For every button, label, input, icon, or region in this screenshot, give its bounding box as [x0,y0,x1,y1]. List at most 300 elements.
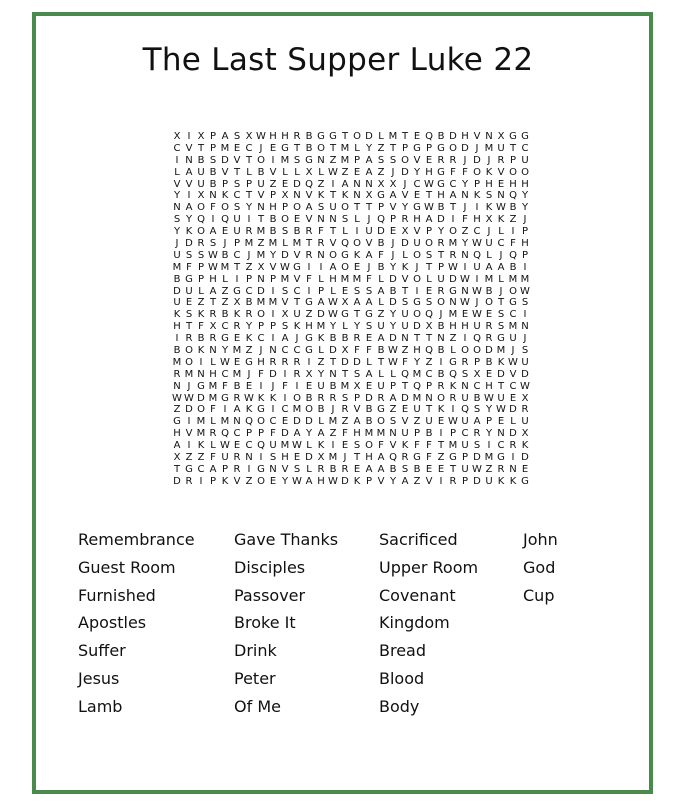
grid-letter: O [257,154,265,166]
grid-letter: H [485,178,493,190]
grid-letter: C [281,404,289,416]
grid-letter: G [233,285,241,297]
grid-letter: J [343,452,347,464]
grid-letter: N [245,452,253,464]
grid-letter: X [317,452,325,464]
grid-letter: B [245,297,253,309]
grid-letter: J [259,345,263,357]
grid-letter: X [365,190,373,202]
grid-letter: D [281,428,289,440]
grid-letter: L [222,273,228,285]
grid-letter: O [257,416,265,428]
grid-letter: W [280,261,290,273]
grid-letter: M [244,238,254,250]
grid-letter: M [220,261,230,273]
grid-letter: D [185,404,193,416]
grid-letter: R [485,333,493,345]
grid-letter: T [497,380,505,392]
grid-letter: C [233,428,241,440]
grid-letter: V [413,154,421,166]
grid-letter: I [211,214,215,226]
grid-letter: M [292,238,302,250]
grid-letter: N [269,463,277,475]
grid-letter: Y [485,428,493,440]
grid-letter: B [509,261,517,273]
grid-letter: E [269,142,277,154]
grid-letter: X [341,297,349,309]
grid-letter: Y [353,321,361,333]
grid-letter: P [401,142,409,154]
grid-letter: U [257,178,265,190]
grid-letter: U [461,392,469,404]
grid-letter: M [340,154,350,166]
grid-letter: K [221,475,229,487]
grid-letter: P [473,178,481,190]
grid-letter: H [209,368,217,380]
grid-letter: K [257,392,265,404]
grid-letter: E [353,463,361,475]
grid-letter: T [353,452,361,464]
grid-letter: D [449,273,457,285]
grid-letter: W [244,392,254,404]
grid-letter: R [269,356,277,368]
grid-letter: Z [329,428,337,440]
word-list-item: John [523,530,558,549]
grid-letter: K [341,190,349,202]
grid-letter: U [329,202,337,214]
grid-letter: F [210,452,216,464]
grid-letter: K [497,214,505,226]
word-list-item: Blood [379,668,425,688]
grid-letter: B [173,345,181,357]
grid-letter: Q [509,249,517,261]
grid-letter: U [461,416,469,428]
grid-letter: N [425,392,433,404]
grid-letter: Q [257,440,265,452]
grid-letter: R [293,131,301,142]
grid-letter: K [197,440,205,452]
grid-letter: R [173,368,181,380]
word-list-item: Body [379,696,420,716]
grid-letter: H [353,428,361,440]
grid-letter: O [485,297,493,309]
grid-letter: K [245,333,253,345]
grid-letter: N [185,154,193,166]
grid-letter: P [425,226,433,238]
grid-letter: U [173,297,181,309]
grid-letter: C [173,142,181,154]
grid-letter: B [437,321,445,333]
grid-letter: S [473,404,481,416]
grid-letter: Z [269,178,277,190]
grid-letter: X [401,226,409,238]
grid-letter: O [509,285,517,297]
grid-letter: W [208,261,218,273]
grid-letter: M [376,428,386,440]
grid-letter: P [269,273,277,285]
grid-letter: O [425,238,433,250]
grid-letter: A [305,202,313,214]
grid-letter: S [281,321,289,333]
grid-letter: Q [425,345,433,357]
grid-letter: E [353,261,361,273]
word-list-item: Cup [523,585,555,605]
grid-letter: S [293,463,301,475]
grid-letter: O [341,202,349,214]
grid-letter: G [437,142,445,154]
grid-letter: C [293,345,301,357]
grid-letter: D [221,154,229,166]
grid-letter: S [365,285,373,297]
grid-row [171,131,531,143]
grid-letter: T [425,261,433,273]
grid-letter: R [341,404,349,416]
grid-letter: T [233,261,241,273]
grid-letter: X [209,321,217,333]
grid-letter: U [293,309,301,321]
word-column [234,530,338,725]
grid-letter: V [401,190,409,202]
grid-letter: D [485,345,493,357]
grid-letter: N [485,131,493,142]
grid-letter: S [233,178,241,190]
grid-letter: S [353,368,361,380]
grid-letter: Y [269,249,277,261]
grid-letter: H [281,452,289,464]
grid-letter: C [257,333,265,345]
grid-letter: M [352,273,362,285]
grid-letter: T [257,214,265,226]
word-list-item: Of Me [234,696,281,716]
grid-letter: R [245,226,253,238]
grid-letter: V [401,273,409,285]
grid-letter: E [269,475,277,487]
grid-letter: F [378,440,384,452]
grid-letter: I [523,261,527,273]
grid-letter: M [448,309,458,321]
grid-letter: P [197,261,205,273]
grid-letter: I [475,273,479,285]
grid-letter: U [425,416,433,428]
grid-letter: R [185,475,193,487]
grid-letter: I [199,475,203,487]
grid-letter: T [437,440,445,452]
grid-letter: K [197,345,205,357]
grid-letter: F [426,440,432,452]
grid-letter: S [269,452,277,464]
grid-letter: U [197,178,205,190]
grid-letter: I [439,428,443,440]
grid-letter: A [209,285,217,297]
grid-letter: V [185,428,193,440]
grid-letter: J [403,178,407,190]
grid-letter: T [341,131,349,142]
grid-letter: Y [521,190,529,202]
grid-letter: D [377,226,385,238]
grid-letter: T [401,131,409,142]
grid-letter: C [269,416,277,428]
grid-letter: S [389,416,397,428]
grid-letter: K [317,190,325,202]
grid-letter: I [439,356,443,368]
grid-letter: P [257,428,265,440]
grid-letter: I [271,154,275,166]
grid-letter: U [521,416,529,428]
grid-letter: I [307,356,311,368]
grid-letter: L [210,440,216,452]
grid-letter: I [223,404,227,416]
grid-letter: O [185,345,193,357]
grid-letter: N [209,345,217,357]
grid-letter: N [269,345,277,357]
grid-letter: O [197,226,205,238]
grid-letter: O [257,309,265,321]
grid-letter: R [209,333,217,345]
grid-letter: W [496,404,506,416]
grid-letter: Q [197,214,205,226]
grid-letter: K [401,261,409,273]
grid-letter: O [413,273,421,285]
grid-letter: G [413,297,421,309]
word-list-item: Covenant [379,585,456,605]
grid-letter: R [209,428,217,440]
grid-row [171,309,531,321]
grid-letter: O [281,214,289,226]
grid-letter: D [365,392,373,404]
grid-letter: D [437,214,445,226]
grid-letter: P [425,380,433,392]
grid-letter: K [245,404,253,416]
grid-letter: S [197,249,205,261]
grid-letter: N [209,190,217,202]
grid-letter: F [462,214,468,226]
grid-letter: E [341,285,349,297]
grid-letter: O [329,249,337,261]
grid-letter: C [245,440,253,452]
grid-letter: L [378,368,384,380]
grid-letter: K [449,380,457,392]
grid-row [171,416,531,428]
grid-letter: V [365,238,373,250]
grid-letter: B [413,463,421,475]
grid-letter: B [305,142,313,154]
word-column [78,530,195,725]
grid-letter: G [497,333,505,345]
grid-letter: I [247,214,251,226]
grid-row [171,286,531,298]
grid-letter: X [353,380,361,392]
grid-letter: X [305,166,313,178]
grid-letter: W [448,261,458,273]
grid-letter: P [353,154,361,166]
grid-letter: J [187,380,191,392]
grid-letter: M [280,273,290,285]
grid-letter: C [425,368,433,380]
grid-letter: J [463,202,467,214]
grid-letter: Z [509,214,517,226]
grid-letter: T [497,297,505,309]
grid-letter: S [365,321,373,333]
grid-letter: X [305,368,313,380]
grid-row [171,321,531,333]
grid-letter: W [388,356,398,368]
grid-letter: L [294,166,300,178]
grid-letter: Z [197,452,205,464]
grid-letter: X [377,178,385,190]
grid-letter: B [269,214,277,226]
word-list-item: Peter [234,668,276,688]
grid-letter: M [484,452,494,464]
grid-letter: I [451,404,455,416]
grid-letter: O [437,392,445,404]
grid-letter: I [475,202,479,214]
grid-letter: N [257,273,265,285]
grid-letter: Y [389,309,397,321]
grid-letter: L [354,214,360,226]
grid-letter: N [317,249,325,261]
grid-row [171,464,531,476]
grid-letter: Z [317,356,325,368]
grid-letter: D [461,142,469,154]
grid-letter: B [257,166,265,178]
grid-letter: W [520,380,530,392]
grid-letter: Q [245,416,253,428]
grid-letter: Z [377,166,385,178]
word-list-item: Passover [234,585,306,605]
grid-letter: M [448,440,458,452]
grid-row [171,428,531,440]
grid-letter: A [497,261,505,273]
grid-letter: D [473,154,481,166]
grid-letter: L [306,463,312,475]
grid-letter: W [508,356,518,368]
grid-letter: O [221,202,229,214]
letter-grid [171,131,531,488]
grid-letter: E [293,452,301,464]
grid-letter: E [365,333,373,345]
grid-letter: M [172,261,182,273]
grid-letter: C [245,142,253,154]
grid-letter: M [196,416,206,428]
grid-letter: Z [341,416,349,428]
grid-letter: M [208,392,218,404]
grid-letter: L [306,440,312,452]
grid-letter: Z [437,452,445,464]
grid-letter: H [269,202,277,214]
grid-letter: T [425,190,433,202]
grid-letter: E [233,333,241,345]
grid-letter: I [187,416,191,428]
grid-letter: R [401,452,409,464]
grid-letter: H [305,321,313,333]
grid-letter: E [221,226,229,238]
grid-letter: R [377,392,385,404]
grid-letter: W [256,131,266,142]
grid-letter: J [391,249,395,261]
word-list-item: Jesus [78,668,120,688]
grid-letter: Q [413,380,421,392]
grid-letter: E [365,380,373,392]
grid-letter: I [175,333,179,345]
word-column [523,530,558,613]
grid-letter: P [269,321,277,333]
grid-letter: F [414,440,420,452]
grid-letter: N [497,190,505,202]
grid-letter: B [197,333,205,345]
grid-letter: D [389,273,397,285]
grid-letter: B [377,261,385,273]
grid-letter: G [377,404,385,416]
grid-letter: I [271,309,275,321]
grid-letter: C [521,142,529,154]
grid-letter: W [496,202,506,214]
grid-letter: E [341,440,349,452]
grid-letter: H [509,178,517,190]
grid-letter: K [317,333,325,345]
grid-letter: H [449,321,457,333]
grid-letter: Q [425,131,433,142]
word-list-item: Gave Thanks [234,530,339,549]
grid-letter: T [173,463,181,475]
grid-letter: V [509,368,517,380]
grid-letter: S [389,154,397,166]
grid-letter: Y [245,202,253,214]
word-list-item: Bread [379,641,427,661]
grid-letter: F [462,166,468,178]
grid-letter: G [185,463,193,475]
grid-letter: H [173,428,181,440]
grid-letter: O [317,142,325,154]
grid-letter: F [318,226,324,238]
grid-letter: N [365,178,373,190]
grid-letter: R [209,309,217,321]
grid-letter: M [508,321,518,333]
grid-letter: B [509,202,517,214]
grid-letter: Q [473,333,481,345]
grid-letter: V [389,202,397,214]
grid-letter: N [461,190,469,202]
grid-letter: R [341,463,349,475]
grid-letter: I [511,452,515,464]
grid-letter: Y [281,475,289,487]
grid-row [171,357,531,369]
grid-letter: P [449,428,457,440]
grid-letter: L [210,416,216,428]
grid-letter: O [365,440,373,452]
grid-letter: H [173,321,181,333]
grid-letter: Y [461,238,469,250]
grid-letter: N [353,190,361,202]
grid-row [171,333,531,345]
grid-letter: H [461,131,469,142]
grid-row [171,297,531,309]
grid-letter: P [317,285,325,297]
grid-letter: P [425,142,433,154]
grid-letter: M [268,297,278,309]
grid-letter: A [173,440,181,452]
grid-letter: J [463,154,467,166]
grid-letter: D [197,392,205,404]
grid-letter: P [221,178,229,190]
grid-letter: R [485,321,493,333]
grid-letter: O [305,404,313,416]
grid-letter: K [353,249,361,261]
grid-letter: M [328,452,338,464]
grid-letter: P [461,452,469,464]
grid-letter: O [473,166,481,178]
grid-letter: R [185,333,193,345]
grid-letter: W [388,345,398,357]
